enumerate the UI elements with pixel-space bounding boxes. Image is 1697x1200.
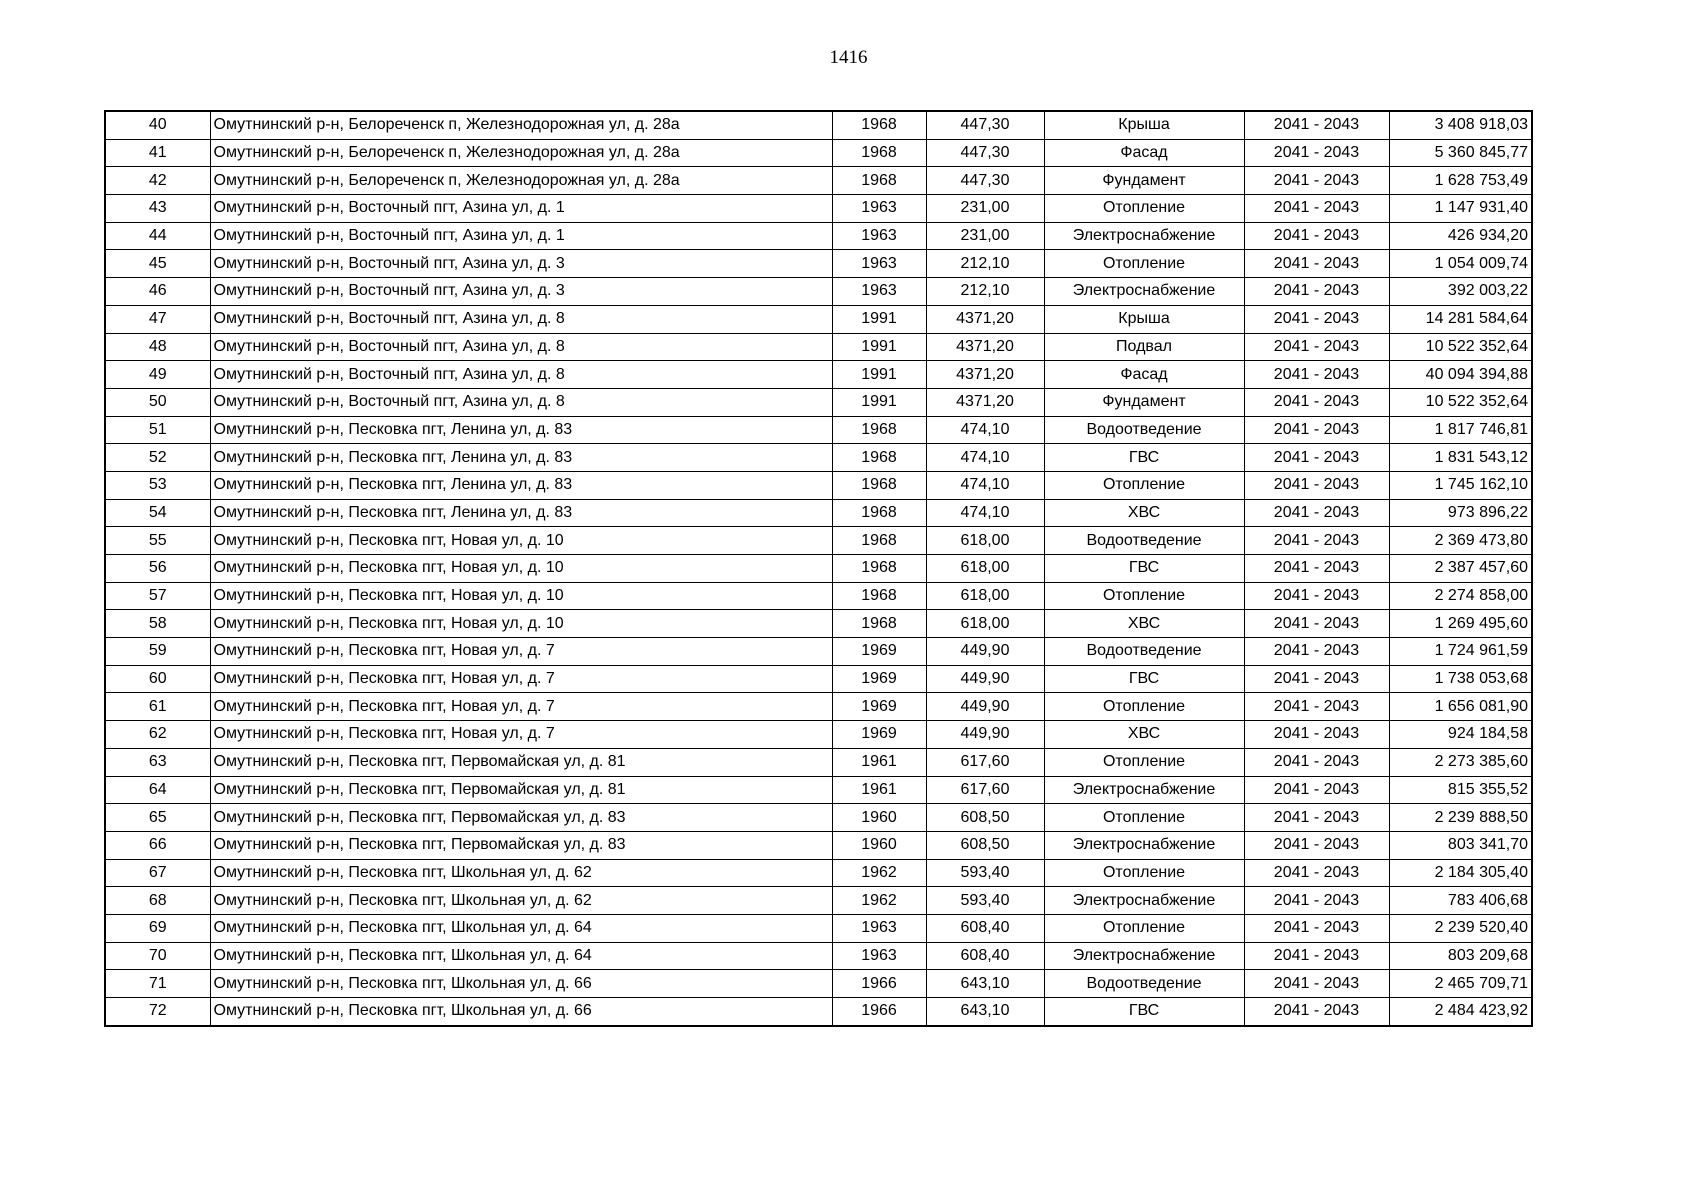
row-number-cell: 43 [105, 195, 210, 223]
cost-cell: 2 184 305,40 [1389, 859, 1532, 887]
table-row [105, 887, 1532, 915]
work-type-cell: Электроснабжение [1044, 887, 1244, 915]
work-type-cell: Водоотведение [1044, 970, 1244, 998]
address-cell: Омутнинский р-н, Песковка пгт, Первомайская ул, д. 81 [210, 776, 832, 804]
work-type-cell: ХВС [1044, 610, 1244, 638]
address-cell: Омутнинский р-н, Песковка пгт, Первомайская ул, д. 83 [210, 831, 832, 859]
row-number-cell: 44 [105, 222, 210, 250]
work-type-cell: Фундамент [1044, 167, 1244, 195]
row-number-cell: 66 [105, 831, 210, 859]
cost-cell: 1 745 162,10 [1389, 471, 1532, 499]
build-year-cell: 1962 [832, 887, 926, 915]
work-type-cell: ГВС [1044, 998, 1244, 1026]
table-row [105, 527, 1532, 555]
row-number-cell: 61 [105, 693, 210, 721]
build-year-cell: 1960 [832, 831, 926, 859]
period-cell: 2041 - 2043 [1244, 693, 1389, 721]
period-cell: 2041 - 2043 [1244, 416, 1389, 444]
address-cell: Омутнинский р-н, Песковка пгт, Новая ул, д. 7 [210, 693, 832, 721]
page-number: 1416 [829, 47, 868, 68]
cost-cell: 3 408 918,03 [1389, 111, 1532, 139]
cost-cell: 973 896,22 [1389, 499, 1532, 527]
table-row [105, 195, 1532, 223]
table-row [105, 610, 1532, 638]
address-cell: Омутнинский р-н, Песковка пгт, Новая ул, д. 10 [210, 610, 832, 638]
area-cell: 608,50 [926, 804, 1044, 832]
table-row [105, 167, 1532, 195]
cost-cell: 2 369 473,80 [1389, 527, 1532, 555]
period-cell: 2041 - 2043 [1244, 638, 1389, 666]
row-number-cell: 72 [105, 998, 210, 1026]
address-cell: Омутнинский р-н, Песковка пгт, Новая ул, д. 10 [210, 582, 832, 610]
cost-cell: 392 003,22 [1389, 278, 1532, 306]
cost-cell: 1 054 009,74 [1389, 250, 1532, 278]
build-year-cell: 1966 [832, 998, 926, 1026]
build-year-cell: 1968 [832, 471, 926, 499]
cost-cell: 1 831 543,12 [1389, 444, 1532, 472]
address-cell: Омутнинский р-н, Песковка пгт, Новая ул, д. 7 [210, 721, 832, 749]
period-cell: 2041 - 2043 [1244, 222, 1389, 250]
build-year-cell: 1968 [832, 416, 926, 444]
area-cell: 608,40 [926, 942, 1044, 970]
row-number-cell: 57 [105, 582, 210, 610]
area-cell: 212,10 [926, 250, 1044, 278]
row-number-cell: 58 [105, 610, 210, 638]
area-cell: 231,00 [926, 222, 1044, 250]
cost-cell: 426 934,20 [1389, 222, 1532, 250]
table-row [105, 250, 1532, 278]
table-row [105, 222, 1532, 250]
area-cell: 608,50 [926, 831, 1044, 859]
period-cell: 2041 - 2043 [1244, 998, 1389, 1026]
work-type-cell: Водоотведение [1044, 638, 1244, 666]
period-cell: 2041 - 2043 [1244, 610, 1389, 638]
address-cell: Омутнинский р-н, Восточный пгт, Азина ул, д. 8 [210, 388, 832, 416]
table-row [105, 831, 1532, 859]
period-cell: 2041 - 2043 [1244, 361, 1389, 389]
area-cell: 449,90 [926, 693, 1044, 721]
cost-cell: 1 628 753,49 [1389, 167, 1532, 195]
period-cell: 2041 - 2043 [1244, 333, 1389, 361]
area-cell: 643,10 [926, 998, 1044, 1026]
area-cell: 4371,20 [926, 388, 1044, 416]
build-year-cell: 1968 [832, 139, 926, 167]
address-cell: Омутнинский р-н, Восточный пгт, Азина ул, д. 3 [210, 250, 832, 278]
address-cell: Омутнинский р-н, Песковка пгт, Школьная ул, д. 62 [210, 887, 832, 915]
work-type-cell: Отопление [1044, 195, 1244, 223]
address-cell: Омутнинский р-н, Белореченск п, Железнодорожная ул, д. 28а [210, 167, 832, 195]
build-year-cell: 1963 [832, 250, 926, 278]
cost-cell: 2 465 709,71 [1389, 970, 1532, 998]
period-cell: 2041 - 2043 [1244, 139, 1389, 167]
cost-cell: 1 269 495,60 [1389, 610, 1532, 638]
work-type-cell: Крыша [1044, 111, 1244, 139]
row-number-cell: 53 [105, 471, 210, 499]
work-type-cell: Электроснабжение [1044, 222, 1244, 250]
cost-cell: 1 817 746,81 [1389, 416, 1532, 444]
work-type-cell: Отопление [1044, 859, 1244, 887]
period-cell: 2041 - 2043 [1244, 167, 1389, 195]
row-number-cell: 42 [105, 167, 210, 195]
cost-cell: 1 738 053,68 [1389, 665, 1532, 693]
cost-cell: 40 094 394,88 [1389, 361, 1532, 389]
area-cell: 617,60 [926, 776, 1044, 804]
address-cell: Омутнинский р-н, Песковка пгт, Новая ул, д. 7 [210, 665, 832, 693]
area-cell: 618,00 [926, 582, 1044, 610]
cost-cell: 14 281 584,64 [1389, 305, 1532, 333]
address-cell: Омутнинский р-н, Песковка пгт, Школьная ул, д. 64 [210, 914, 832, 942]
row-number-cell: 48 [105, 333, 210, 361]
row-number-cell: 55 [105, 527, 210, 555]
build-year-cell: 1969 [832, 693, 926, 721]
address-cell: Омутнинский р-н, Восточный пгт, Азина ул, д. 8 [210, 305, 832, 333]
period-cell: 2041 - 2043 [1244, 471, 1389, 499]
work-type-cell: Электроснабжение [1044, 831, 1244, 859]
row-number-cell: 45 [105, 250, 210, 278]
row-number-cell: 59 [105, 638, 210, 666]
address-cell: Омутнинский р-н, Песковка пгт, Новая ул, д. 10 [210, 555, 832, 583]
work-type-cell: Отопление [1044, 471, 1244, 499]
build-year-cell: 1968 [832, 610, 926, 638]
area-cell: 4371,20 [926, 333, 1044, 361]
repair-schedule-table [104, 110, 1533, 1027]
build-year-cell: 1963 [832, 195, 926, 223]
table-row [105, 914, 1532, 942]
table-row [105, 139, 1532, 167]
period-cell: 2041 - 2043 [1244, 111, 1389, 139]
address-cell: Омутнинский р-н, Песковка пгт, Первомайская ул, д. 81 [210, 748, 832, 776]
table-row [105, 748, 1532, 776]
address-cell: Омутнинский р-н, Песковка пгт, Ленина ул, д. 83 [210, 416, 832, 444]
work-type-cell: Подвал [1044, 333, 1244, 361]
period-cell: 2041 - 2043 [1244, 970, 1389, 998]
build-year-cell: 1961 [832, 748, 926, 776]
row-number-cell: 54 [105, 499, 210, 527]
work-type-cell: Отопление [1044, 804, 1244, 832]
build-year-cell: 1963 [832, 914, 926, 942]
cost-cell: 803 209,68 [1389, 942, 1532, 970]
row-number-cell: 63 [105, 748, 210, 776]
table-row [105, 111, 1532, 139]
build-year-cell: 1960 [832, 804, 926, 832]
area-cell: 447,30 [926, 167, 1044, 195]
area-cell: 474,10 [926, 499, 1044, 527]
build-year-cell: 1968 [832, 499, 926, 527]
cost-cell: 924 184,58 [1389, 721, 1532, 749]
cost-cell: 783 406,68 [1389, 887, 1532, 915]
work-type-cell: ГВС [1044, 555, 1244, 583]
period-cell: 2041 - 2043 [1244, 859, 1389, 887]
address-cell: Омутнинский р-н, Песковка пгт, Ленина ул, д. 83 [210, 471, 832, 499]
area-cell: 4371,20 [926, 361, 1044, 389]
cost-cell: 2 239 888,50 [1389, 804, 1532, 832]
address-cell: Омутнинский р-н, Песковка пгт, Новая ул, д. 10 [210, 527, 832, 555]
address-cell: Омутнинский р-н, Восточный пгт, Азина ул, д. 3 [210, 278, 832, 306]
address-cell: Омутнинский р-н, Песковка пгт, Первомайская ул, д. 83 [210, 804, 832, 832]
period-cell: 2041 - 2043 [1244, 582, 1389, 610]
row-number-cell: 41 [105, 139, 210, 167]
area-cell: 474,10 [926, 444, 1044, 472]
table-row [105, 582, 1532, 610]
address-cell: Омутнинский р-н, Песковка пгт, Ленина ул, д. 83 [210, 499, 832, 527]
cost-cell: 2 484 423,92 [1389, 998, 1532, 1026]
address-cell: Омутнинский р-н, Песковка пгт, Школьная ул, д. 66 [210, 970, 832, 998]
address-cell: Омутнинский р-н, Восточный пгт, Азина ул, д. 1 [210, 222, 832, 250]
table-row [105, 998, 1532, 1026]
row-number-cell: 40 [105, 111, 210, 139]
cost-cell: 5 360 845,77 [1389, 139, 1532, 167]
period-cell: 2041 - 2043 [1244, 804, 1389, 832]
work-type-cell: Водоотведение [1044, 527, 1244, 555]
address-cell: Омутнинский р-н, Восточный пгт, Азина ул, д. 8 [210, 333, 832, 361]
build-year-cell: 1968 [832, 167, 926, 195]
address-cell: Омутнинский р-н, Восточный пгт, Азина ул, д. 1 [210, 195, 832, 223]
cost-cell: 10 522 352,64 [1389, 388, 1532, 416]
row-number-cell: 49 [105, 361, 210, 389]
area-cell: 618,00 [926, 555, 1044, 583]
table-row [105, 776, 1532, 804]
row-number-cell: 62 [105, 721, 210, 749]
period-cell: 2041 - 2043 [1244, 665, 1389, 693]
build-year-cell: 1968 [832, 555, 926, 583]
area-cell: 212,10 [926, 278, 1044, 306]
work-type-cell: Отопление [1044, 693, 1244, 721]
period-cell: 2041 - 2043 [1244, 499, 1389, 527]
address-cell: Омутнинский р-н, Белореченск п, Железнодорожная ул, д. 28а [210, 111, 832, 139]
period-cell: 2041 - 2043 [1244, 555, 1389, 583]
row-number-cell: 69 [105, 914, 210, 942]
period-cell: 2041 - 2043 [1244, 887, 1389, 915]
build-year-cell: 1961 [832, 776, 926, 804]
table-row [105, 555, 1532, 583]
table-row [105, 970, 1532, 998]
period-cell: 2041 - 2043 [1244, 831, 1389, 859]
build-year-cell: 1966 [832, 970, 926, 998]
table-row [105, 278, 1532, 306]
period-cell: 2041 - 2043 [1244, 942, 1389, 970]
area-cell: 474,10 [926, 416, 1044, 444]
area-cell: 617,60 [926, 748, 1044, 776]
period-cell: 2041 - 2043 [1244, 250, 1389, 278]
table-body [105, 111, 1532, 1026]
build-year-cell: 1968 [832, 527, 926, 555]
table-row [105, 471, 1532, 499]
row-number-cell: 50 [105, 388, 210, 416]
table-row [105, 333, 1532, 361]
area-cell: 593,40 [926, 887, 1044, 915]
work-type-cell: ГВС [1044, 665, 1244, 693]
row-number-cell: 64 [105, 776, 210, 804]
work-type-cell: Фундамент [1044, 388, 1244, 416]
area-cell: 608,40 [926, 914, 1044, 942]
period-cell: 2041 - 2043 [1244, 305, 1389, 333]
build-year-cell: 1968 [832, 582, 926, 610]
cost-cell: 2 273 385,60 [1389, 748, 1532, 776]
build-year-cell: 1969 [832, 721, 926, 749]
table-row [105, 638, 1532, 666]
table-row [105, 499, 1532, 527]
address-cell: Омутнинский р-н, Песковка пгт, Школьная ул, д. 62 [210, 859, 832, 887]
work-type-cell: ХВС [1044, 721, 1244, 749]
cost-cell: 1 724 961,59 [1389, 638, 1532, 666]
row-number-cell: 52 [105, 444, 210, 472]
area-cell: 449,90 [926, 665, 1044, 693]
area-cell: 618,00 [926, 527, 1044, 555]
row-number-cell: 46 [105, 278, 210, 306]
period-cell: 2041 - 2043 [1244, 444, 1389, 472]
period-cell: 2041 - 2043 [1244, 527, 1389, 555]
table-row [105, 388, 1532, 416]
work-type-cell: Отопление [1044, 748, 1244, 776]
cost-cell: 2 387 457,60 [1389, 555, 1532, 583]
table-row [105, 804, 1532, 832]
row-number-cell: 68 [105, 887, 210, 915]
work-type-cell: ГВС [1044, 444, 1244, 472]
address-cell: Омутнинский р-н, Песковка пгт, Ленина ул, д. 83 [210, 444, 832, 472]
table-row [105, 305, 1532, 333]
table-row [105, 361, 1532, 389]
table-row [105, 859, 1532, 887]
table-row [105, 665, 1532, 693]
area-cell: 593,40 [926, 859, 1044, 887]
period-cell: 2041 - 2043 [1244, 748, 1389, 776]
build-year-cell: 1963 [832, 942, 926, 970]
row-number-cell: 51 [105, 416, 210, 444]
work-type-cell: Электроснабжение [1044, 278, 1244, 306]
build-year-cell: 1968 [832, 444, 926, 472]
cost-cell: 1 147 931,40 [1389, 195, 1532, 223]
work-type-cell: Отопление [1044, 582, 1244, 610]
area-cell: 449,90 [926, 721, 1044, 749]
period-cell: 2041 - 2043 [1244, 721, 1389, 749]
table-row [105, 416, 1532, 444]
build-year-cell: 1969 [832, 665, 926, 693]
area-cell: 643,10 [926, 970, 1044, 998]
table-row [105, 693, 1532, 721]
address-cell: Омутнинский р-н, Песковка пгт, Школьная ул, д. 64 [210, 942, 832, 970]
area-cell: 447,30 [926, 111, 1044, 139]
area-cell: 231,00 [926, 195, 1044, 223]
build-year-cell: 1962 [832, 859, 926, 887]
area-cell: 618,00 [926, 610, 1044, 638]
cost-cell: 2 239 520,40 [1389, 914, 1532, 942]
build-year-cell: 1963 [832, 222, 926, 250]
build-year-cell: 1991 [832, 333, 926, 361]
row-number-cell: 71 [105, 970, 210, 998]
row-number-cell: 65 [105, 804, 210, 832]
cost-cell: 2 274 858,00 [1389, 582, 1532, 610]
row-number-cell: 56 [105, 555, 210, 583]
table-row [105, 444, 1532, 472]
cost-cell: 815 355,52 [1389, 776, 1532, 804]
build-year-cell: 1963 [832, 278, 926, 306]
table-row [105, 942, 1532, 970]
build-year-cell: 1968 [832, 111, 926, 139]
address-cell: Омутнинский р-н, Белореченск п, Железнодорожная ул, д. 28а [210, 139, 832, 167]
build-year-cell: 1969 [832, 638, 926, 666]
build-year-cell: 1991 [832, 361, 926, 389]
build-year-cell: 1991 [832, 305, 926, 333]
cost-cell: 1 656 081,90 [1389, 693, 1532, 721]
cost-cell: 803 341,70 [1389, 831, 1532, 859]
area-cell: 4371,20 [926, 305, 1044, 333]
work-type-cell: Крыша [1044, 305, 1244, 333]
area-cell: 474,10 [926, 471, 1044, 499]
row-number-cell: 70 [105, 942, 210, 970]
area-cell: 447,30 [926, 139, 1044, 167]
period-cell: 2041 - 2043 [1244, 278, 1389, 306]
row-number-cell: 47 [105, 305, 210, 333]
work-type-cell: Фасад [1044, 139, 1244, 167]
period-cell: 2041 - 2043 [1244, 914, 1389, 942]
work-type-cell: Фасад [1044, 361, 1244, 389]
work-type-cell: ХВС [1044, 499, 1244, 527]
build-year-cell: 1991 [832, 388, 926, 416]
period-cell: 2041 - 2043 [1244, 195, 1389, 223]
address-cell: Омутнинский р-н, Песковка пгт, Школьная ул, д. 66 [210, 998, 832, 1026]
work-type-cell: Электроснабжение [1044, 942, 1244, 970]
work-type-cell: Отопление [1044, 250, 1244, 278]
period-cell: 2041 - 2043 [1244, 388, 1389, 416]
address-cell: Омутнинский р-н, Восточный пгт, Азина ул, д. 8 [210, 361, 832, 389]
work-type-cell: Электроснабжение [1044, 776, 1244, 804]
period-cell: 2041 - 2043 [1244, 776, 1389, 804]
row-number-cell: 60 [105, 665, 210, 693]
row-number-cell: 67 [105, 859, 210, 887]
work-type-cell: Отопление [1044, 914, 1244, 942]
work-type-cell: Водоотведение [1044, 416, 1244, 444]
area-cell: 449,90 [926, 638, 1044, 666]
address-cell: Омутнинский р-н, Песковка пгт, Новая ул, д. 7 [210, 638, 832, 666]
table-row [105, 721, 1532, 749]
cost-cell: 10 522 352,64 [1389, 333, 1532, 361]
